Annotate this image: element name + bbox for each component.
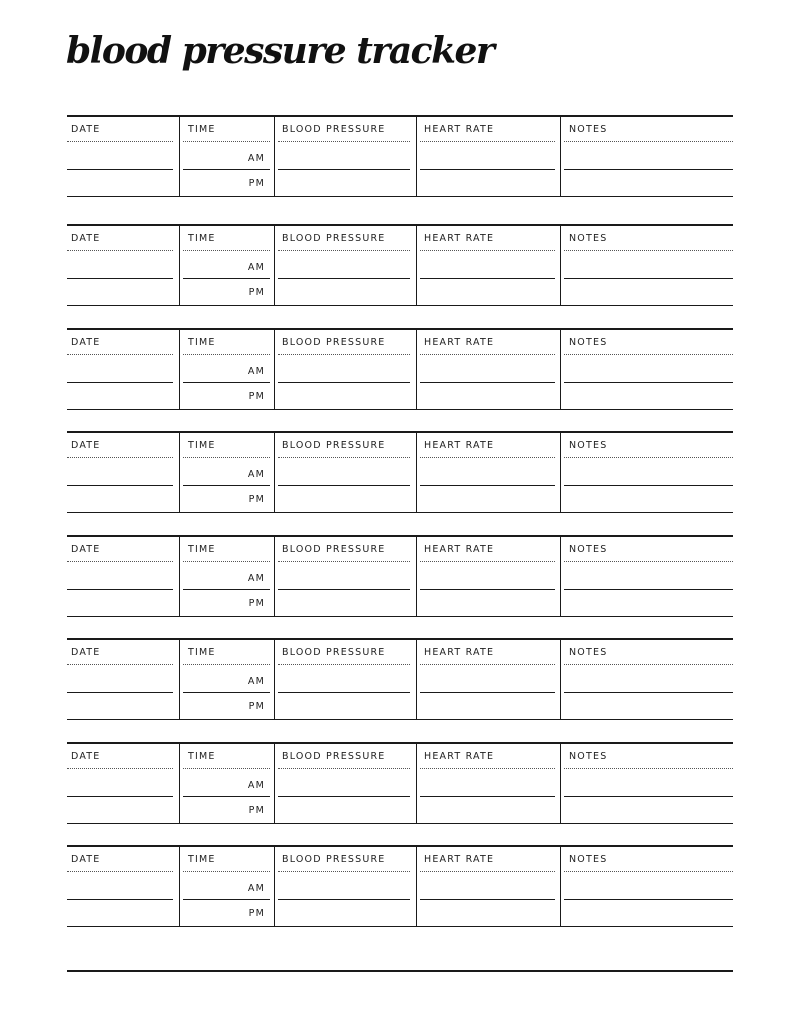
entry-block xyxy=(67,115,733,197)
write-in-line[interactable] xyxy=(564,899,733,900)
entry-block xyxy=(67,742,733,824)
header-blood-pressure: BLOOD PRESSURE xyxy=(282,544,386,555)
dotted-rule xyxy=(420,141,555,142)
header-date: DATE xyxy=(71,854,101,865)
dotted-rule xyxy=(67,141,173,142)
header-notes: NOTES xyxy=(569,233,608,244)
dotted-rule xyxy=(564,141,733,142)
block-bottom-rule xyxy=(67,719,733,720)
am-label: AM xyxy=(247,366,265,377)
header-notes: NOTES xyxy=(569,854,608,865)
block-top-rule xyxy=(67,845,733,847)
am-label: AM xyxy=(247,883,265,894)
header-blood-pressure: BLOOD PRESSURE xyxy=(282,124,386,135)
header-time: TIME xyxy=(188,854,216,865)
write-in-line[interactable] xyxy=(564,589,733,590)
header-heart-rate: HEART RATE xyxy=(424,647,495,658)
column-divider xyxy=(416,845,417,927)
dotted-rule xyxy=(420,250,555,251)
write-in-line[interactable] xyxy=(183,278,270,279)
column-divider xyxy=(416,224,417,306)
header-date: DATE xyxy=(71,544,101,555)
write-in-line[interactable] xyxy=(183,589,270,590)
column-divider xyxy=(179,328,180,410)
dotted-rule xyxy=(420,457,555,458)
block-bottom-rule xyxy=(67,616,733,617)
column-divider xyxy=(274,742,275,824)
write-in-line[interactable] xyxy=(564,278,733,279)
block-bottom-rule xyxy=(67,823,733,824)
dotted-rule xyxy=(564,457,733,458)
write-in-line[interactable] xyxy=(67,899,173,900)
dotted-rule xyxy=(564,768,733,769)
header-notes: NOTES xyxy=(569,124,608,135)
column-divider xyxy=(179,535,180,617)
dotted-rule xyxy=(183,664,270,665)
pm-label: PM xyxy=(248,701,265,712)
header-heart-rate: HEART RATE xyxy=(424,751,495,762)
column-divider xyxy=(274,431,275,513)
header-date: DATE xyxy=(71,647,101,658)
block-bottom-rule xyxy=(67,926,733,927)
write-in-line[interactable] xyxy=(278,796,410,797)
dotted-rule xyxy=(183,871,270,872)
header-notes: NOTES xyxy=(569,751,608,762)
dotted-rule xyxy=(564,664,733,665)
write-in-line[interactable] xyxy=(67,382,173,383)
block-top-rule xyxy=(67,115,733,117)
header-time: TIME xyxy=(188,337,216,348)
write-in-line[interactable] xyxy=(564,485,733,486)
header-blood-pressure: BLOOD PRESSURE xyxy=(282,647,386,658)
write-in-line[interactable] xyxy=(183,169,270,170)
column-divider xyxy=(274,328,275,410)
am-label: AM xyxy=(247,676,265,687)
am-label: AM xyxy=(247,262,265,273)
write-in-line[interactable] xyxy=(67,169,173,170)
block-bottom-rule xyxy=(67,305,733,306)
entry-block xyxy=(67,535,733,617)
entry-block xyxy=(67,328,733,410)
dotted-rule xyxy=(278,871,410,872)
dotted-rule xyxy=(564,871,733,872)
write-in-line[interactable] xyxy=(420,169,555,170)
header-date: DATE xyxy=(71,440,101,451)
header-notes: NOTES xyxy=(569,647,608,658)
column-divider xyxy=(179,638,180,720)
column-divider xyxy=(560,115,561,197)
page-title: blood pressure tracker xyxy=(66,30,494,72)
pm-label: PM xyxy=(248,598,265,609)
am-label: AM xyxy=(247,469,265,480)
dotted-rule xyxy=(278,768,410,769)
write-in-line[interactable] xyxy=(278,692,410,693)
write-in-line[interactable] xyxy=(278,278,410,279)
footer-rule xyxy=(67,970,733,972)
write-in-line[interactable] xyxy=(420,692,555,693)
pm-label: PM xyxy=(248,178,265,189)
column-divider xyxy=(274,638,275,720)
dotted-rule xyxy=(183,457,270,458)
header-blood-pressure: BLOOD PRESSURE xyxy=(282,440,386,451)
column-divider xyxy=(179,431,180,513)
entry-block xyxy=(67,431,733,513)
header-time: TIME xyxy=(188,544,216,555)
header-notes: NOTES xyxy=(569,440,608,451)
dotted-rule xyxy=(420,354,555,355)
block-top-rule xyxy=(67,224,733,226)
block-top-rule xyxy=(67,328,733,330)
header-blood-pressure: BLOOD PRESSURE xyxy=(282,751,386,762)
dotted-rule xyxy=(67,664,173,665)
write-in-line[interactable] xyxy=(183,382,270,383)
header-heart-rate: HEART RATE xyxy=(424,124,495,135)
column-divider xyxy=(274,845,275,927)
column-divider xyxy=(560,742,561,824)
dotted-rule xyxy=(67,250,173,251)
dotted-rule xyxy=(564,561,733,562)
am-label: AM xyxy=(247,780,265,791)
write-in-line[interactable] xyxy=(420,796,555,797)
dotted-rule xyxy=(278,141,410,142)
write-in-line[interactable] xyxy=(183,796,270,797)
block-top-rule xyxy=(67,431,733,433)
write-in-line[interactable] xyxy=(183,899,270,900)
column-divider xyxy=(560,638,561,720)
write-in-line[interactable] xyxy=(278,589,410,590)
pm-label: PM xyxy=(248,391,265,402)
header-blood-pressure: BLOOD PRESSURE xyxy=(282,854,386,865)
dotted-rule xyxy=(420,561,555,562)
dotted-rule xyxy=(564,354,733,355)
am-label: AM xyxy=(247,573,265,584)
write-in-line[interactable] xyxy=(420,278,555,279)
dotted-rule xyxy=(420,664,555,665)
header-time: TIME xyxy=(188,233,216,244)
column-divider xyxy=(179,115,180,197)
column-divider xyxy=(416,115,417,197)
write-in-line[interactable] xyxy=(420,485,555,486)
column-divider xyxy=(179,742,180,824)
header-blood-pressure: BLOOD PRESSURE xyxy=(282,233,386,244)
dotted-rule xyxy=(278,664,410,665)
column-divider xyxy=(416,328,417,410)
column-divider xyxy=(274,115,275,197)
column-divider xyxy=(560,328,561,410)
dotted-rule xyxy=(67,457,173,458)
column-divider xyxy=(416,638,417,720)
block-top-rule xyxy=(67,535,733,537)
write-in-line[interactable] xyxy=(183,485,270,486)
dotted-rule xyxy=(278,561,410,562)
dotted-rule xyxy=(67,768,173,769)
column-divider xyxy=(560,224,561,306)
write-in-line[interactable] xyxy=(278,169,410,170)
write-in-line[interactable] xyxy=(183,692,270,693)
write-in-line[interactable] xyxy=(420,899,555,900)
dotted-rule xyxy=(183,141,270,142)
header-date: DATE xyxy=(71,751,101,762)
pm-label: PM xyxy=(248,287,265,298)
write-in-line[interactable] xyxy=(564,382,733,383)
column-divider xyxy=(560,845,561,927)
write-in-line[interactable] xyxy=(420,382,555,383)
dotted-rule xyxy=(183,768,270,769)
header-time: TIME xyxy=(188,647,216,658)
dotted-rule xyxy=(183,561,270,562)
header-notes: NOTES xyxy=(569,337,608,348)
write-in-line[interactable] xyxy=(67,589,173,590)
column-divider xyxy=(416,431,417,513)
write-in-line[interactable] xyxy=(564,692,733,693)
write-in-line[interactable] xyxy=(278,899,410,900)
write-in-line[interactable] xyxy=(67,278,173,279)
entry-block xyxy=(67,845,733,927)
header-heart-rate: HEART RATE xyxy=(424,233,495,244)
column-divider xyxy=(274,224,275,306)
column-divider xyxy=(274,535,275,617)
block-bottom-rule xyxy=(67,512,733,513)
dotted-rule xyxy=(420,768,555,769)
header-notes: NOTES xyxy=(569,544,608,555)
block-top-rule xyxy=(67,638,733,640)
header-date: DATE xyxy=(71,337,101,348)
write-in-line[interactable] xyxy=(564,169,733,170)
write-in-line[interactable] xyxy=(564,796,733,797)
write-in-line[interactable] xyxy=(67,796,173,797)
block-bottom-rule xyxy=(67,196,733,197)
entry-block xyxy=(67,224,733,306)
write-in-line[interactable] xyxy=(278,485,410,486)
header-heart-rate: HEART RATE xyxy=(424,854,495,865)
header-time: TIME xyxy=(188,440,216,451)
dotted-rule xyxy=(67,561,173,562)
header-date: DATE xyxy=(71,233,101,244)
column-divider xyxy=(560,535,561,617)
write-in-line[interactable] xyxy=(420,589,555,590)
dotted-rule xyxy=(183,250,270,251)
pm-label: PM xyxy=(248,494,265,505)
am-label: AM xyxy=(247,153,265,164)
header-time: TIME xyxy=(188,751,216,762)
dotted-rule xyxy=(278,354,410,355)
column-divider xyxy=(416,742,417,824)
write-in-line[interactable] xyxy=(278,382,410,383)
dotted-rule xyxy=(67,354,173,355)
column-divider xyxy=(179,224,180,306)
pm-label: PM xyxy=(248,805,265,816)
block-bottom-rule xyxy=(67,409,733,410)
dotted-rule xyxy=(420,871,555,872)
column-divider xyxy=(416,535,417,617)
dotted-rule xyxy=(278,250,410,251)
dotted-rule xyxy=(278,457,410,458)
header-heart-rate: HEART RATE xyxy=(424,337,495,348)
entry-block xyxy=(67,638,733,720)
column-divider xyxy=(179,845,180,927)
block-top-rule xyxy=(67,742,733,744)
dotted-rule xyxy=(564,250,733,251)
header-blood-pressure: BLOOD PRESSURE xyxy=(282,337,386,348)
pm-label: PM xyxy=(248,908,265,919)
header-heart-rate: HEART RATE xyxy=(424,440,495,451)
column-divider xyxy=(560,431,561,513)
header-time: TIME xyxy=(188,124,216,135)
dotted-rule xyxy=(67,871,173,872)
dotted-rule xyxy=(183,354,270,355)
write-in-line[interactable] xyxy=(67,692,173,693)
header-heart-rate: HEART RATE xyxy=(424,544,495,555)
write-in-line[interactable] xyxy=(67,485,173,486)
header-date: DATE xyxy=(71,124,101,135)
